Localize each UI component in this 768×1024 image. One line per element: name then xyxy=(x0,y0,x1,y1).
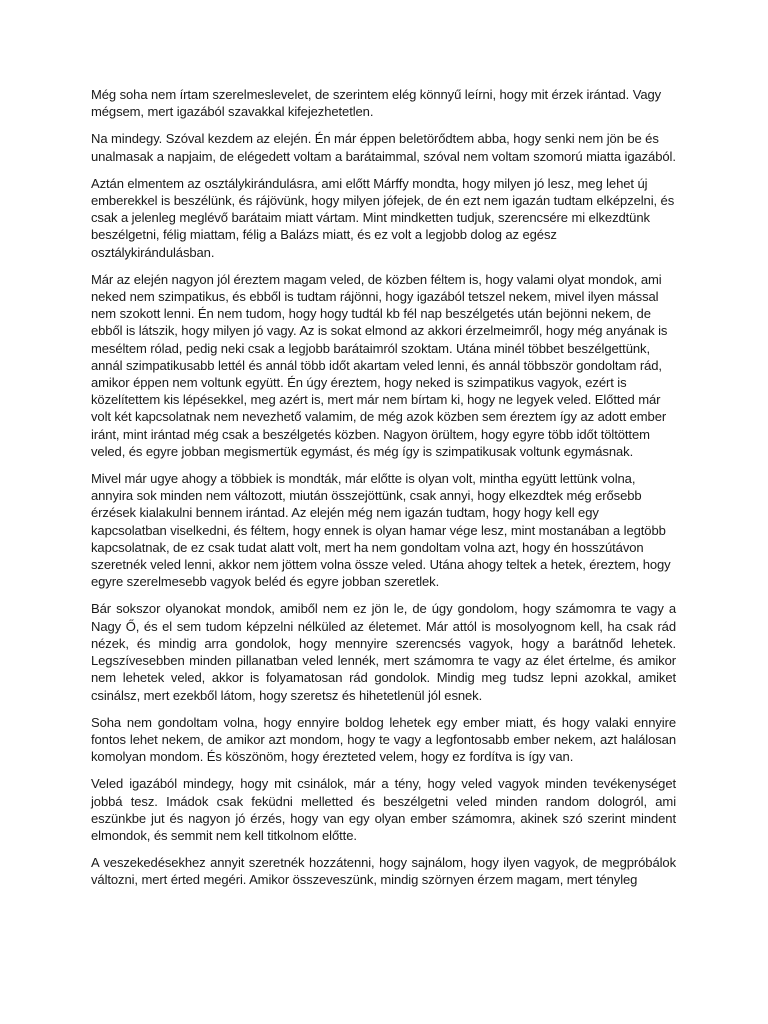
paragraph-6: Bár sokszor olyanokat mondok, amiből nem ez jön le, de úgy gondolom, hogy számomra te vagy a Nagy Ő, és el sem tudom képzelni nélküled az életemet. Már attól is mosolyognom kell, ha csak rád nézek, és mindig arra gondolok, hogy mennyire szerencsés vagyok, hogy a barátnőd lehetek. Legszívesebben minden pillanatban veled lennék, mert számomra te vagy az élet értelme, és amikor nem lehetek veled, akkor is folyamatosan rád gondolok. Mindig meg tudsz lepni azokkal, amiket csinálsz, mert ezekből látom, hogy szeretsz és hihetetlenül jól esnek. xyxy=(91,601,676,703)
paragraph-2: Na mindegy. Szóval kezdem az elején. Én már éppen beletörődtem abba, hogy senki nem jön be és unalmasak a napjaim, de elégedett voltam a barátaimmal, szóval nem voltam szomorú miatta igazából. xyxy=(91,131,676,164)
paragraph-8: Veled igazából mindegy, hogy mit csinálok, már a tény, hogy veled vagyok minden tevékenységet jobbá tesz. Imádok csak feküdni melletted és beszélgetni veled minden random dologról, ami eszünkbe jut és nagyon jó érzés, hogy van egy olyan ember számomra, akinek szó szerint mindent elmondok, és semmit nem kell titkolnom előtte. xyxy=(91,776,676,843)
paragraph-4: Már az elején nagyon jól éreztem magam veled, de közben féltem is, hogy valami olyat mondok, ami neked nem szimpatikus, és ebből is tudtam rájönni, hogy igazából tetszel nekem, mivel ilyen mással nem szokott lenni. Én nem tudom, hogy hogy tudtál kb fél nap beszélgetés után bejönni nekem, de ebből is látszik, hogy milyen jó vagy. Az is sokat elmond az akkori érzelmeimről, hogy még anyának is meséltem rólad, pedig neki csak a legjobb barátaimról szoktam. Utána minél többet beszélgettünk, annál szimpatikusabb lettél és annál több időt akartam veled lenni, és annál többször gondoltam rád, amikor éppen nem voltunk együtt. Én úgy éreztem, hogy neked is szimpatikus vagyok, ezért is közelítettem kis lépésekkel, meg azért is, mert már nem bírtam ki, hogy ne legyek veled. Előtted már volt két kapcsolatnak nem nevezhető valamim, de még azok közben sem éreztem így az adott ember iránt, mint irántad még csak a beszélgetés közben. Nagyon örültem, hogy egyre több időt töltöttem veled, és egyre jobban megismertük egymást, és még így is szimpatikusak voltunk egymásnak. xyxy=(91,271,668,459)
paragraph-5: Mivel már ugye ahogy a többiek is mondták, már előtte is olyan volt, mintha együtt lettünk volna, annyira sok minden nem változott, miután összejöttünk, csak annyi, hogy elkezdtek még erősebb érzések kialakulni bennem irántad. Az elején még nem igazán tudtam, hogy hogy kell egy kapcsolatban viselkedni, és féltem, hogy ennek is olyan hamar vége lesz, mint mostanában a legtöbb kapcsolatnak, de ez csak tudat alatt volt, mert ha nem gondoltam volna azt, hogy én hosszútávon szeretnék veled lenni, akkor nem jöttem volna össze veled. Utána ahogy teltek a hetek, éreztem, hogy egyre szerelmesebb vagyok beléd és egyre jobban szeretlek. xyxy=(91,471,671,590)
paragraph-1: Még soha nem írtam szerelmeslevelet, de szerintem elég könnyű leírni, hogy mit érzek irántad. Vagy mégsem, mert igazából szavakkal kifejezhetetlen. xyxy=(91,87,662,120)
paragraph-7: Soha nem gondoltam volna, hogy ennyire boldog lehetek egy ember miatt, és hogy valaki ennyire fontos lehet nekem, de amikor azt mondom, hogy te vagy a legfontosabb ember nekem, azt halálosan komolyan mondom. És köszönöm, hogy érezteted velem, hogy ez fordítva is így van. xyxy=(91,714,676,765)
letter-page xyxy=(91,86,676,899)
paragraph-9: A veszekedésekhez annyit szeretnék hozzátenni, hogy sajnálom, hogy ilyen vagyok, de megpróbálok változni, mert érted megéri. Amikor összeveszünk, mindig szörnyen érzem magam, mert tényleg xyxy=(91,855,676,888)
paragraph-3: Aztán elmentem az osztálykirándulásra, ami előtt Márffy mondta, hogy milyen jó lesz, meg lehet új emberekkel is beszélünk, és rájövünk, hogy milyen jófejek, de én ezt nem igazán tudtam elképzelni, és csak a jelenleg meglévő barátaim miatt vártam. Mint mindketten tudjuk, szerencsére mi elkezdtünk beszélgetni, félig miattam, félig a Balázs miatt, és ez volt a legjobb dolog az egész osztálykirándulásban. xyxy=(91,175,675,260)
